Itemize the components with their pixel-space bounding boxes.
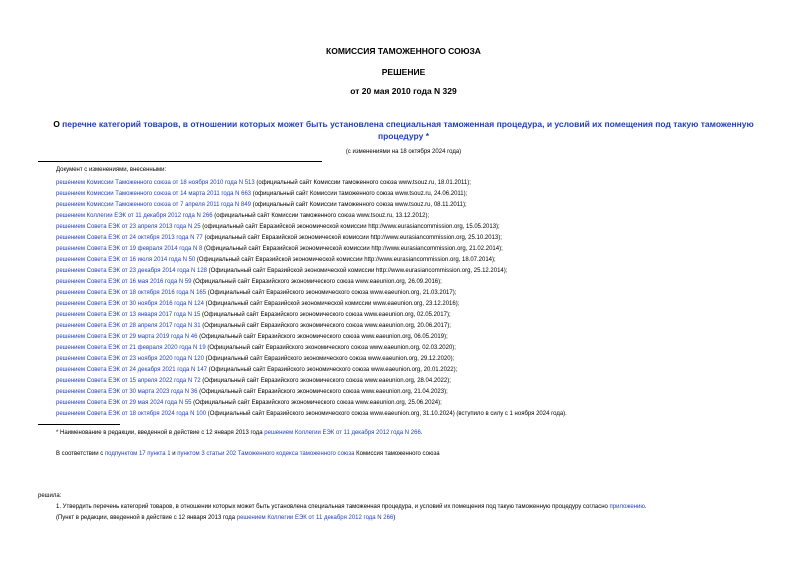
list-item	[56, 365, 567, 376]
list-item	[56, 321, 567, 332]
list-item	[56, 343, 567, 354]
item-1-note	[56, 513, 395, 523]
revision-link[interactable]: решением Коллегии ЕЭК от 11 декабря 2012 года N 266	[56, 213, 213, 219]
list-item	[56, 310, 567, 321]
revision-source: (Официальный сайт Евразийского экономического союза www.eaeunion.org, 28.04.2022);	[200, 378, 451, 384]
revision-source: (Официальный сайт Евразийской экономической комиссии http://www.eurasiancommission.org, 25.12.2014);	[207, 268, 508, 274]
revision-link[interactable]: решением Совета ЕЭК от 29 марта 2019 года N 46	[56, 334, 198, 340]
revision-link[interactable]: решением Комиссии Таможенного союза от 7 апреля 2011 года N 849	[56, 202, 251, 208]
list-item	[56, 244, 567, 255]
revision-source: (официальный сайт Комиссии таможенного союза www.tsouz.ru, 13.12.2012);	[212, 213, 430, 219]
list-item	[56, 266, 567, 277]
revision-link[interactable]: решением Совета ЕЭК от 23 ноября 2020 года N 120	[56, 356, 204, 362]
item-1-text: 1. Утвердить перечень категорий товаров, в отношении которых может быть установлена специальная таможенная процедура, и условий их помещения под такую таможенную процедуру согласно	[56, 504, 610, 510]
subtitle: (с изменениями на 18 октября 2024 года)	[345, 149, 462, 155]
revision-link[interactable]: решением Совета ЕЭК от 18 октября 2016 года N 165	[56, 290, 207, 296]
revision-link[interactable]: решением Совета ЕЭК от 24 декабря 2021 года N 147	[56, 367, 208, 373]
footnote-end: .	[420, 430, 423, 436]
preamble-end: Комиссия таможенного союза	[354, 451, 440, 457]
list-item	[56, 409, 567, 420]
revision-source: (официальный сайт Комиссии таможенного союза www.tsouz.ru, 24.06.2011);	[251, 191, 468, 197]
title-link-end[interactable]: процедуру	[377, 131, 424, 141]
revisions-list	[56, 178, 567, 420]
revision-link[interactable]: решением Совета ЕЭК от 30 марта 2023 года N 36	[56, 389, 198, 395]
revision-link[interactable]: решением Совета ЕЭК от 18 октября 2024 года N 100	[56, 411, 207, 417]
list-item	[56, 376, 567, 387]
revision-source: (Официальный сайт Евразийского экономического союза www.eaeunion.org, 21.04.2023);	[197, 389, 448, 395]
revision-link[interactable]: решением Совета ЕЭК от 15 апреля 2022 года N 72	[56, 378, 201, 384]
list-item	[56, 277, 567, 288]
revision-source: (Официальный сайт Евразийской экономической комиссии www.eaeunion.org, 23.12.2016);	[203, 301, 460, 307]
revision-source: (Официальный сайт Евразийского экономического союза www.eaeunion.org, 29.12.2020);	[203, 356, 455, 362]
revision-link[interactable]: решением Совета ЕЭК от 24 октября 2013 года N 77	[56, 235, 203, 241]
footnote	[56, 428, 423, 438]
revision-link[interactable]: решением Совета ЕЭК от 13 января 2017 года N 15	[56, 312, 201, 318]
revision-source: (официальный сайт Евразийской экономической комиссии http://www.eurasiancommission.org, 25.10.2013);	[202, 235, 502, 241]
revision-source: (Официальный сайт Евразийского экономического союза www.eaeunion.org, 02.03.2020);	[205, 345, 456, 351]
revision-source: (Официальный сайт Евразийского экономического союза www.eaeunion.org, 25.06.2024);	[191, 400, 442, 406]
title-prefix: О	[53, 119, 63, 129]
list-item	[56, 222, 567, 233]
list-item	[56, 398, 567, 409]
revision-link[interactable]: решением Совета ЕЭК от 23 апреля 2013 года N 25	[56, 224, 201, 230]
revision-source: (Официальный сайт Евразийского экономического союза www.eaeunion.org, 26.09.2016);	[191, 279, 442, 285]
revision-source: (Официальный сайт Евразийской экономической комиссии http://www.eurasiancommission.org, 21.02.2014);	[202, 246, 503, 252]
item-1-note-end: )	[393, 515, 396, 521]
title-footnote-star[interactable]: *	[423, 131, 430, 141]
divider	[38, 161, 322, 162]
list-item	[56, 178, 567, 189]
preamble-link-subparagraph[interactable]: подпунктом 17 пункта 1	[104, 451, 171, 457]
decided-label: решила:	[38, 493, 62, 499]
revisions-heading: Документ с изменениями, внесенными:	[56, 167, 167, 173]
list-item	[56, 189, 567, 200]
list-item	[56, 299, 567, 310]
footnote-divider	[38, 424, 120, 425]
revision-link[interactable]: решением Совета ЕЭК от 30 ноября 2016 года N 124	[56, 301, 204, 307]
item-1-note-link[interactable]: решением Коллегии ЕЭК от 11 декабря 2012 года N 266	[236, 515, 394, 521]
org-name: КОМИССИЯ ТАМОЖЕННОГО СОЮЗА	[326, 46, 481, 56]
list-item	[56, 200, 567, 211]
revision-source: (официальный сайт Комиссии таможенного союза www.tsouz.ru, 18.01.2011);	[254, 180, 471, 186]
revision-source: (Официальный сайт Евразийского экономического союза www.eaeunion.org, 20.06.2017);	[200, 323, 451, 329]
revision-source: (Официальный сайт Евразийской экономической комиссии http://www.eurasiancommission.org, 18.07.2014);	[195, 257, 496, 263]
revision-link[interactable]: решением Совета ЕЭК от 28 апреля 2017 года N 31	[56, 323, 201, 329]
item-1	[56, 502, 647, 512]
appendix-link[interactable]: приложению	[609, 504, 645, 510]
revision-link[interactable]: решением Совета ЕЭК от 21 февраля 2020 года N 19	[56, 345, 206, 351]
list-item	[56, 387, 567, 398]
document-type: РЕШЕНИЕ	[381, 67, 426, 77]
list-item	[56, 233, 567, 244]
list-item	[56, 288, 567, 299]
document-date: от 20 мая 2010 года N 329	[350, 86, 457, 96]
preamble-and: и	[170, 451, 178, 457]
preamble	[56, 449, 440, 459]
list-item	[56, 255, 567, 266]
revision-link[interactable]: решением Совета ЕЭК от 23 декабря 2014 года N 128	[56, 268, 208, 274]
revision-link[interactable]: решением Совета ЕЭК от 16 июля 2014 года N 50	[56, 257, 196, 263]
revision-source: (Официальный сайт Евразийского экономического союза www.eaeunion.org, 02.05.2017);	[200, 312, 451, 318]
revision-source: (Официальный сайт Евразийского экономического союза www.eaeunion.org, 21.03.2017);	[206, 290, 457, 296]
item-1-end: .	[644, 504, 647, 510]
revision-source: (Официальный сайт Евразийского экономического союза www.eaeunion.org, 06.05.2019);	[197, 334, 448, 340]
revision-link[interactable]: решением Совета ЕЭК от 16 мая 2016 года N 59	[56, 279, 192, 285]
title-link[interactable]: перечне категорий товаров, в отношении которых может быть установлена специальная таможенная процедура, и условий их помещения под такую таможенную	[62, 119, 754, 129]
list-item	[56, 332, 567, 343]
revision-source: (официальный сайт Комиссии таможенного союза www.tsouz.ru, 08.11.2011);	[250, 202, 467, 208]
preamble-text: В соответствии с	[56, 451, 105, 457]
revision-link[interactable]: решением Комиссии Таможенного союза от 18 ноября 2010 года N 513	[56, 180, 255, 186]
footnote-link[interactable]: решением Коллегии ЕЭК от 11 декабря 2012 года N 266	[264, 430, 421, 436]
revision-link[interactable]: решением Совета ЕЭК от 19 февраля 2014 года N 8	[56, 246, 203, 252]
revision-link[interactable]: решением Совета ЕЭК от 29 мая 2024 года N 55	[56, 400, 192, 406]
revision-source: (Официальный сайт Евразийского экономического союза www.eaeunion.org, 20.01.2022);	[207, 367, 458, 373]
revision-source: (официальный сайт Евразийской экономической комиссии http://www.eurasiancommission.org, 15.05.2013);	[200, 224, 500, 230]
preamble-link-code[interactable]: пунктом 3 статьи 202 Таможенного кодекса таможенного союза	[177, 451, 355, 457]
footnote-text: * Наименование в редакции, введенной в действие с 12 января 2013 года	[56, 430, 265, 436]
item-1-note-text: (Пункт в редакции, введенной в действие с 12 января 2013 года	[56, 515, 237, 521]
document-title	[36, 118, 771, 142]
list-item	[56, 354, 567, 365]
revision-link[interactable]: решением Комиссии Таможенного союза от 14 марта 2011 года N 663	[56, 191, 252, 197]
revision-source: (Официальный сайт Евразийского экономического союза www.eaeunion.org, 31.10.2024) (вступило в силу с 1 ноября 2024 года).	[206, 411, 567, 417]
list-item	[56, 211, 567, 222]
